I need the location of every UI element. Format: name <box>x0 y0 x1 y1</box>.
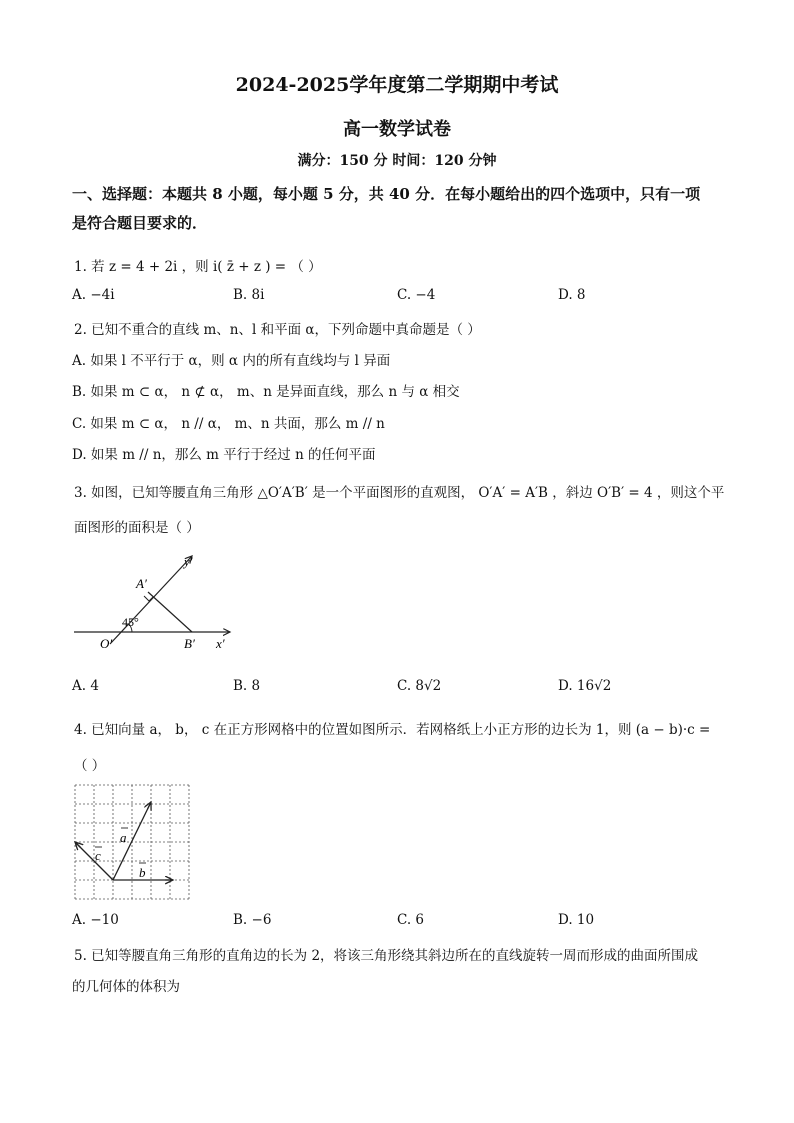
section-heading-line1: 一、选择题：本题共 8 小题，每小题 5 分，共 40 分．在每小题给出的四个选项中，只有一项 <box>72 185 701 203</box>
vector-b-label: b <box>139 865 146 880</box>
q3-option-b: B. 8 <box>233 678 261 694</box>
exam-subtitle: 高一数学试卷 <box>343 119 451 140</box>
segment-ab <box>148 592 192 632</box>
section-heading-line2: 是符合题目要求的． <box>72 214 208 232</box>
q2-option-b: B. 如果 m ⊂ α， n ⊄ α， m、n 是异面直线，那么 n 与 α 相交 <box>72 384 460 400</box>
q2-option-a: A. 如果 l 不平行于 α，则 α 内的所有直线均与 l 异面 <box>72 353 391 369</box>
q1-option-c: C. −4 <box>397 287 436 303</box>
point-o-label: O′ <box>100 636 113 651</box>
q3-stem-line1: 3. 如图，已知等腰直角三角形 △O′A′B′ 是一个平面图形的直观图， O′A′ = A′B ，斜边 O′B′ = 4 ，则这个平 <box>74 485 725 501</box>
y-axis <box>110 556 192 644</box>
q1-option-d: D. 8 <box>558 287 586 303</box>
q1-stem: 1. 若 z = 4 + 2i ，则 i( z̄ + z ) = （ ） <box>74 259 322 275</box>
q2-option-d: D. 如果 m // n，那么 m 平行于经过 n 的任何平面 <box>72 447 376 463</box>
q3-option-a: A. 4 <box>72 678 99 694</box>
angle-label: 45° <box>122 615 139 629</box>
exam-title: 2024-2025学年度第二学期期中考试 <box>235 74 559 96</box>
y-axis-label: y′ <box>184 554 193 569</box>
point-a-label: A′ <box>136 576 147 591</box>
q3-option-d: D. 16√2 <box>558 678 612 694</box>
q1-option-a: A. −4i <box>72 287 115 303</box>
q4-stem-line2: （ ） <box>74 758 106 774</box>
q2-stem: 2. 已知不重合的直线 m、n、l 和平面 α，下列命题中真命题是（ ） <box>74 322 481 338</box>
right-angle-mark <box>144 596 153 601</box>
point-b-label: B′ <box>184 636 195 651</box>
q4-option-b: B. −6 <box>233 912 272 928</box>
q3-figure <box>70 548 240 658</box>
q2-option-c: C. 如果 m ⊂ α， n // α， m、n 共面，那么 m // n <box>72 416 385 432</box>
q4-stem-line1: 4. 已知向量 a， b， c 在正方形网格中的位置如图所示．若网格纸上小正方形的边长为 1，则 (a − b)·c = <box>74 722 711 738</box>
q4-option-c: C. 6 <box>397 912 425 928</box>
q4-figure <box>70 780 196 904</box>
q1-option-b: B. 8i <box>233 287 265 303</box>
q3-stem-line2: 面图形的面积是（ ） <box>74 520 200 536</box>
q4-option-a: A. −10 <box>72 912 119 928</box>
q4-option-d: D. 10 <box>558 912 595 928</box>
vector-a-label: a <box>120 830 127 845</box>
vector-c-label: c <box>95 848 101 863</box>
q5-stem-line1: 5. 已知等腰直角三角形的直角边的长为 2，将该三角形绕其斜边所在的直线旋转一周而形成的曲面所围成 <box>74 948 699 964</box>
exam-meta: 满分：150 分 时间：120 分钟 <box>297 153 497 169</box>
x-axis-label: x′ <box>216 636 225 651</box>
q5-stem-line2: 的几何体的体积为 <box>72 979 180 995</box>
q3-option-c: C. 8√2 <box>397 678 442 694</box>
